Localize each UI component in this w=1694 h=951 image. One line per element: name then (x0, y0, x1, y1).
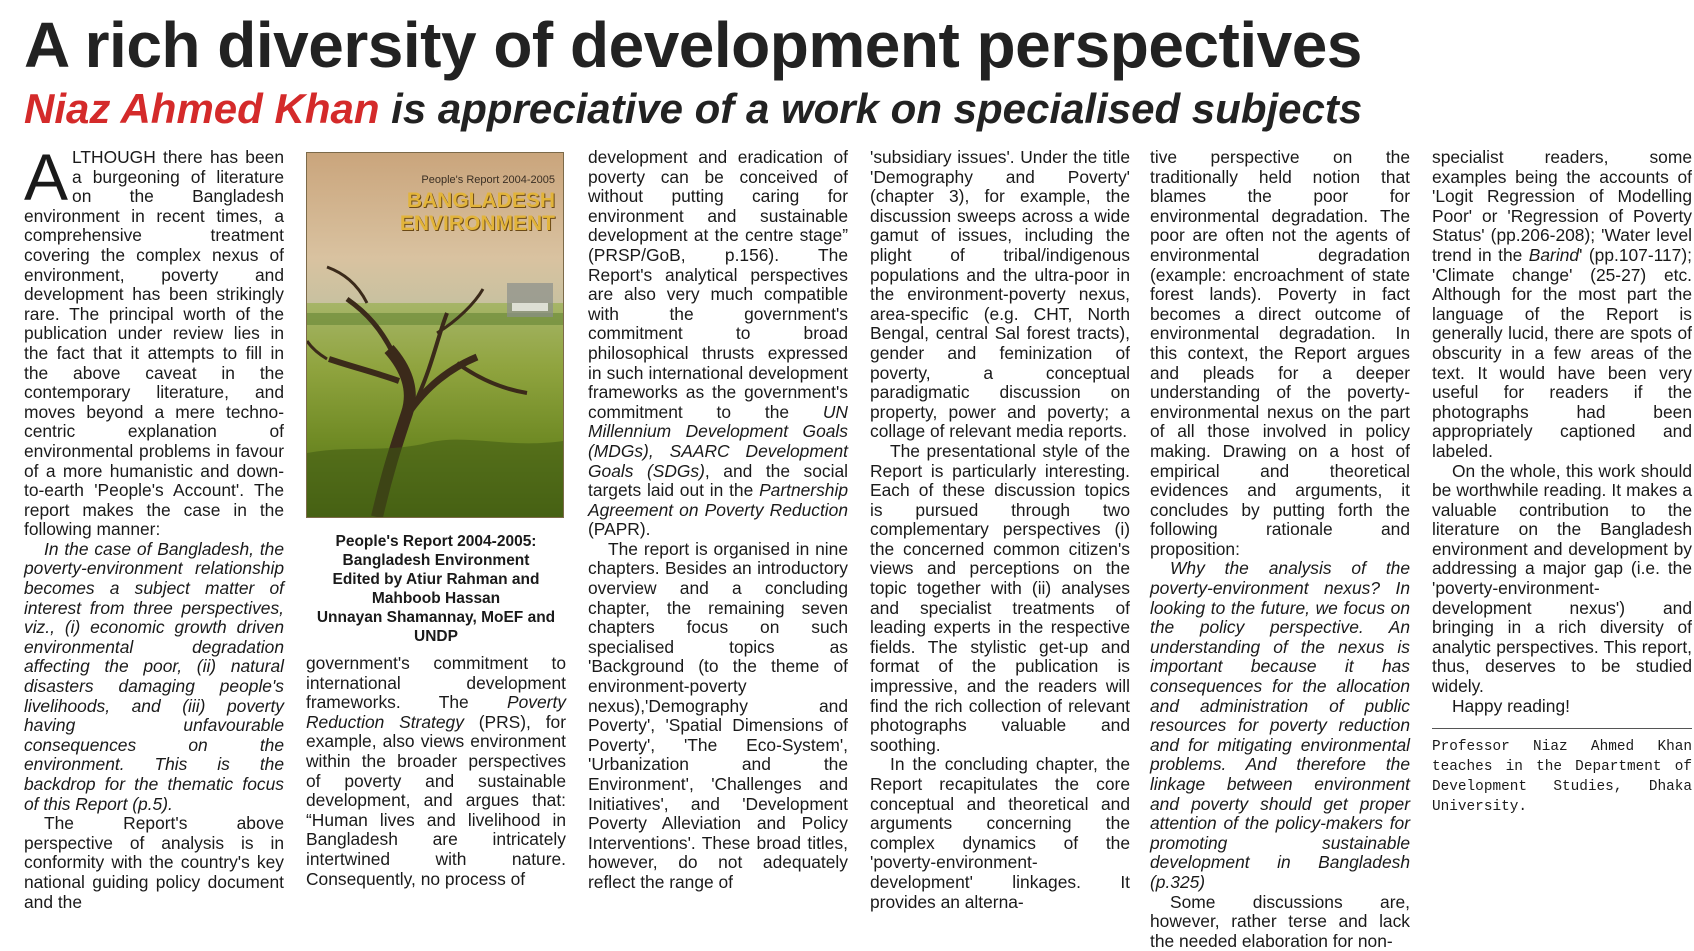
paragraph (306, 654, 566, 889)
column-2 (306, 148, 566, 889)
paragraph: tive perspective on the traditionally held notion that blames the poor for environmental degradation. The poor are often not the agents of environmental degradation (example: encroachment of state forest lands). Poverty in fact becomes a direct outcome of environmental degradation. In this context, the Report argues and pleads for a deeper understanding of the poverty-environmental nexus on the part of all those involved in policy making. Drawing on a host of empirical and theoretical evidences and arguments, it concludes by putting forth the following rationale and proposition: (1150, 147, 1410, 559)
column-5 (1150, 148, 1410, 951)
caption-line: Edited by Atiur Rahman and (332, 571, 540, 588)
paragraph: In the concluding chapter, the Report recapitulates the core conceptual and theoretical and arguments concerning the complex dynamics of the 'poverty-environment- development' linkages. It provides an alterna- (870, 754, 1130, 912)
paragraph: The report is organised in nine chapters. Besides an introductory overview and a concluding chapter, the remaining seven chapters focus on such specialised topics as 'Background (to the theme of environment-poverty nexus),'Demography and Poverty', 'Spatial Dimensions of Poverty', 'The Eco-System', 'Urbanization and the Environment', 'Challenges and Initiatives', and 'Development Poverty Alleviation and Policy Interventions'. These broad titles, however, do not adequately reflect the range of (588, 538, 848, 892)
paragraph: The presentational style of the Report is particularly interesting. Each of these discussion topics is pursued through two complementary perspectives (i) the concerned common citizen's views and perceptions on the topic together with (ii) analyses and specialist treatments of leading experts in the respective fields. The stylistic get-up and format of the publication is impressive, and the readers will find the rich collection of relevant photographs valuable and soothing. (870, 440, 1130, 755)
column-1 (24, 140, 284, 912)
quote-paragraph (1150, 559, 1410, 892)
text-run: , and the social targets laid out in the (588, 460, 848, 501)
quote-text: Why the analysis of the poverty-environment nexus? In looking to the future, we focus on the policy perspective. An understanding of the nexus is important because it has consequences for the allocation and administration of public resources for poverty reduction and for mitigating environmental problems. And therefore the linkage between environment and poverty should get proper attention of the policy-makers for promoting sustainable development in Bangladesh (p.325) (1150, 558, 1410, 892)
paragraph: 'subsidiary issues'. Under the title 'Demography and Poverty' (chapter 3), for example, the discussion sweeps across a wide gamut of issues, including the plight of tribal/indigenous populations and the ultra-poor in the environment-poverty nexus, area-specific (e.g. CHT, North Bengal, central Sal forest tracts), gender and feminization of poverty, a conceptual paradigmatic discussion on property, power and poverty; a collage of relevant media reports. (870, 147, 1130, 442)
paragraph: Some discussions are, however, rather terse and lack the needed elaboration for non- (1150, 891, 1410, 951)
headline: A rich diversity of development perspectives (24, 9, 1362, 81)
italic-text: UN Millennium Development Goals (MDGs), SAARC Development Goals (SDGs) (588, 401, 848, 481)
drop-cap: A (24, 140, 69, 214)
column-3 (588, 148, 848, 893)
cover-title-line-2: ENVIRONMENT (399, 212, 555, 235)
divider (1432, 728, 1692, 729)
byline-author: Niaz Ahmed Khan (24, 85, 380, 132)
italic-text: Poverty Reduction Strategy (306, 692, 566, 732)
text-run: ' (pp.107-117); 'Climate change' (25-27) etc. Although for the most part the language of the Report is generally lucid, there are spots of obscurity in a few areas of the text. It would have been very useful for readers if the photographs had been appropriately captioned and labeled. (1432, 244, 1692, 461)
caption-line: Unnayan Shamannay, MoEF and (316, 609, 556, 626)
cover-report-label: People's Report 2004-2005 (421, 174, 555, 186)
paragraph (1432, 148, 1692, 462)
paragraph (588, 148, 848, 540)
column-4 (870, 148, 1130, 912)
column-6 (1432, 148, 1692, 817)
italic-text: Barind (1528, 244, 1580, 265)
caption-line: Mahboob Hassan (371, 590, 501, 607)
text-run: government's commitment to international development frameworks. The (306, 653, 566, 713)
subheadline (24, 84, 1362, 134)
closing-line: Happy reading! (1452, 695, 1570, 716)
caption-line: UNDP (414, 628, 458, 645)
text-run: (PRS), for example, also views environment within the broader perspectives of poverty and sustainable development, and argues that: “Human lives and livelihood in Bangladesh are intricately intertwined with nature. Consequently, no process of (306, 711, 566, 889)
book-caption (306, 532, 566, 646)
quote-text: In the case of Bangladesh, the poverty-environment relationship becomes a subject matter of interest from three perspectives, viz., (i) economic growth driven environmental degradation affecting the poor, (ii) natural disasters damaging people's livelihoods, and (iii) poverty having unfavourable consequences on the environment. This is the backdrop for the thematic focus of this Report (p.5). (24, 538, 284, 814)
cover-title-line-1: BANGLADESH (406, 189, 555, 212)
paragraph: The Report's above perspective of analysis is in conformity with the country's key national guiding policy document and the (24, 813, 284, 912)
book-cover-image (306, 152, 564, 518)
intro-paragraph (24, 140, 284, 540)
text-run: specialist readers, some examples being the accounts of 'Logit Regression of Modelling Poor' or 'Regression of Poverty Status' (pp.206-208); 'Water level trend in the (1432, 147, 1692, 265)
intro-text: LTHOUGH there has been a burgeoning of literature on the Bangladesh environment in recent times, a comprehensive treatment covering the complex nexus of environment, poverty and development has been strikingly rare. The principal worth of the publication under review lies in the fact that it attempts to fill in the above caveat in the contemporary literature, and moves beyond a mere techno-centric explanation of environmental problems in favour of a more humanistic and down-to-earth 'People's Account'. The report makes the case in the following manner: (24, 147, 284, 540)
paragraph: On the whole, this work should be worthwhile reading. It makes a valuable contribution to the literature on the Bangladesh environment and development by addressing a major gap (i.e. the 'poverty-environment-development nexus') and bringing in a rich diversity of analytic perspectives. This report, thus, deserves to be studied widely. (1432, 460, 1692, 697)
quote-paragraph (24, 540, 284, 814)
caption-line: Bangladesh Environment (342, 552, 530, 569)
text-run: (PAPR). (588, 519, 651, 540)
subheadline-text: is appreciative of a work on specialised subjects (379, 85, 1363, 132)
italic-text: Partnership Agreement on Poverty Reduction (588, 480, 848, 520)
author-bio: Professor Niaz Ahmed Khan teaches in the Department of Development Studies, Dhaka University. (1432, 739, 1692, 816)
caption-line: People's Report 2004-2005: (335, 533, 537, 550)
cover-title (400, 189, 555, 235)
text-run: development and eradication of poverty can be conceived of without putting caring for environment and sustainable development at the centre stage” (PRSP/GoB, p.156). The Report's analytical perspectives are also very much compatible with the government's commitment to broad philosophical thrusts expressed in such international development frameworks as the government's commitment to the (588, 147, 848, 422)
